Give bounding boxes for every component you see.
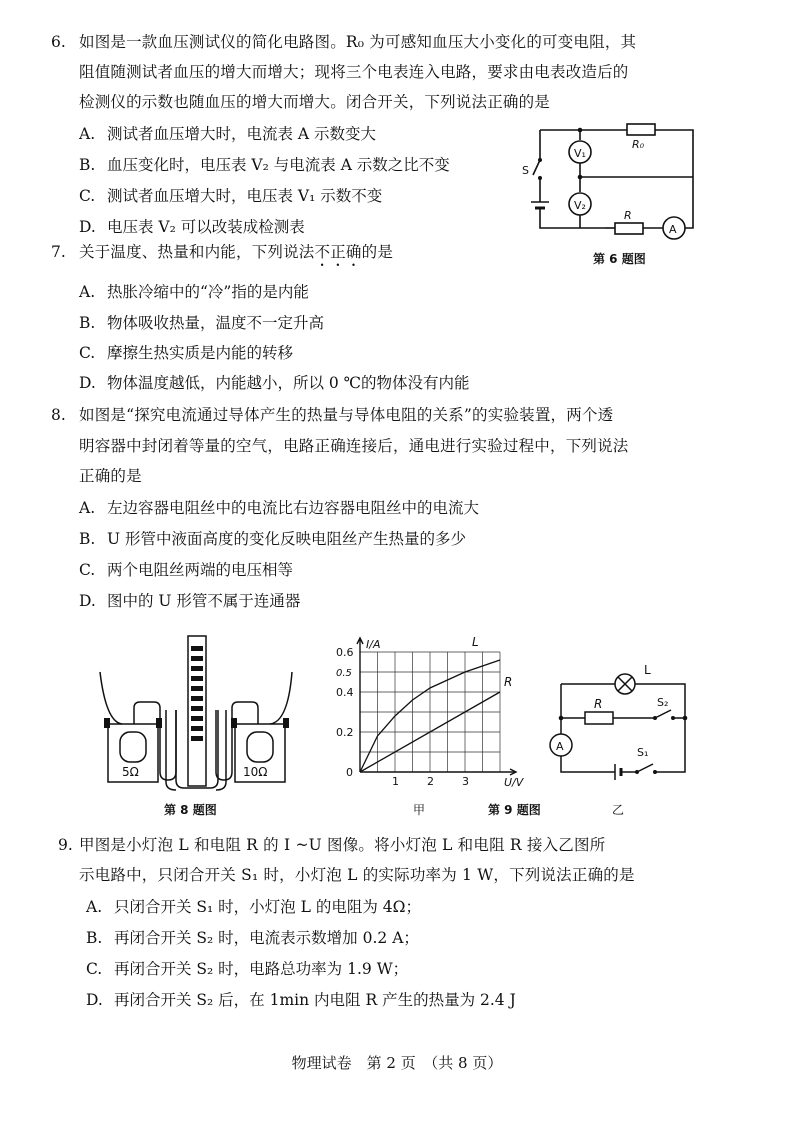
- series-R-label: R: [504, 675, 513, 689]
- q6-stem-line1: 如图是一款血压测试仪的简化电路图。R₀ 为可感知血压大小变化的可变电阻，其: [79, 33, 637, 51]
- origin-label: 0: [346, 766, 353, 779]
- q8-figure-caption: 第 8 题图: [164, 803, 217, 817]
- page-footer: 物理试卷 第 2 页 （共 8 页）: [291, 1054, 503, 1072]
- r-label: R: [624, 209, 632, 222]
- q8-apparatus-diagram: [92, 632, 302, 792]
- q6-option-c[interactable]: C. 测试者血压增大时，电压表 V₁ 示数不变: [79, 187, 383, 205]
- q6-option-b[interactable]: B. 血压变化时，电压表 V₂ 与电流表 A 示数之比不变: [79, 156, 450, 174]
- q6-number: 6.: [51, 33, 66, 51]
- q6-stem-line3: 检测仪的示数也随血压的增大而增大。闭合开关，下列说法正确的是: [79, 93, 551, 111]
- v2-label: V₂: [574, 199, 586, 212]
- q9-sub-a: 甲: [413, 803, 426, 817]
- q7-option-c[interactable]: C. 摩擦生热实质是内能的转移: [79, 344, 294, 362]
- q9-option-c[interactable]: C. 再闭合开关 S₂ 时，电路总功率为 1.9 W；: [86, 960, 409, 978]
- q9-figure-caption: 第 9 题图: [488, 803, 541, 817]
- q9-option-a[interactable]: A. 只闭合开关 S₁ 时，小灯泡 L 的电阻为 4Ω；: [86, 898, 421, 916]
- y-tick-label: 0.6: [336, 646, 354, 659]
- right-resistor-label: 10Ω: [243, 765, 268, 779]
- q9-iu-chart: [330, 632, 530, 792]
- x-axis-label: U/V: [504, 776, 524, 789]
- q9-stem-line1: 甲图是小灯泡 L 和电阻 R 的 I ~U 图像。将小灯泡 L 和电阻 R 接入乙图所: [79, 836, 606, 854]
- x-tick-label: 1: [392, 775, 399, 788]
- q8-stem-line2: 明容器中封闭着等量的空气，电路正确连接后，通电进行实验过程中，下列说法: [79, 437, 629, 455]
- left-resistor-label: 5Ω: [122, 765, 139, 779]
- q9-option-d[interactable]: D. 再闭合开关 S₂ 后，在 1min 内电阻 R 产生的热量为 2.4 J: [86, 991, 516, 1009]
- q7-option-b[interactable]: B. 物体吸收热量，温度不一定升高: [79, 314, 325, 332]
- q7-option-d[interactable]: D. 物体温度越低，内能越小，所以 0 ℃的物体没有内能: [79, 374, 470, 392]
- v1-label: V₁: [574, 147, 586, 160]
- handwritten-tick: 0.5: [336, 668, 352, 679]
- q9-number: 9.: [58, 836, 73, 854]
- q9-circuit-diagram: [545, 660, 695, 790]
- y-axis-label: I/A: [366, 638, 381, 651]
- right-wire: [270, 672, 292, 724]
- right-resistor-coil: [247, 732, 273, 762]
- q6-option-d[interactable]: D. 电压表 V₂ 可以改装成检测表: [79, 218, 305, 236]
- q7-number: 7.: [51, 243, 66, 261]
- q8-option-a[interactable]: A. 左边容器电阻丝中的电流比右边容器电阻丝中的电流大: [79, 499, 480, 517]
- y-tick-label: 0.4: [336, 686, 354, 699]
- left-wire: [100, 672, 122, 724]
- x-tick-label: 3: [462, 775, 469, 788]
- q8-option-d[interactable]: D. 图中的 U 形管不属于连通器: [79, 592, 301, 610]
- s1-label: S₁: [637, 746, 649, 759]
- r0-label: R₀: [632, 138, 645, 151]
- q7-stem: 关于温度、热量和内能，下列说法不正确的是: [79, 243, 394, 261]
- q9-sub-b: 乙: [612, 803, 625, 817]
- q8-number: 8.: [51, 406, 66, 424]
- q7-emphasis: 不正确: [314, 243, 362, 261]
- switch-label: S: [522, 164, 529, 177]
- y-tick-label: 0.2: [336, 726, 354, 739]
- q7-option-a[interactable]: A. 热胀冷缩中的“冷”指的是内能: [79, 283, 309, 301]
- left-resistor-coil: [120, 732, 146, 762]
- q8-stem-line1: 如图是“探究电流通过导体产生的热量与导体电阻的关系”的实验装置，两个透: [79, 406, 614, 424]
- q6-option-a[interactable]: A. 测试者血压增大时，电流表 A 示数变大: [79, 125, 377, 143]
- lamp-label: L: [644, 663, 651, 677]
- s2-label: S₂: [657, 696, 669, 709]
- r-resistor: [615, 223, 643, 234]
- q8-option-c[interactable]: C. 两个电阻丝两端的电压相等: [79, 561, 294, 579]
- q9-stem-line2: 示电路中，只闭合开关 S₁ 时，小灯泡 L 的实际功率为 1 W，下列说法正确的是: [79, 866, 635, 884]
- switch-s2-blade: [655, 710, 671, 718]
- q9-option-b[interactable]: B. 再闭合开关 S₂ 时，电流表示数增加 0.2 A；: [86, 929, 419, 947]
- switch-s1-blade: [637, 764, 653, 772]
- q6-stem-line2: 阻值随测试者血压的增大而增大；现将三个电表连入电路，要求由电表改造后的: [79, 63, 629, 81]
- series-L-label: L: [472, 635, 479, 649]
- ammeter-label: A: [669, 223, 677, 236]
- q8-stem-line3: 正确的是: [79, 467, 142, 485]
- q6-circuit-diagram: [515, 120, 715, 250]
- scale-ticks: [104, 646, 289, 779]
- r0-resistor: [627, 124, 655, 135]
- q9-r-resistor: [585, 712, 613, 724]
- q9-ammeter-label: A: [556, 740, 564, 753]
- switch-s-blade: [533, 160, 540, 175]
- q9-r-label: R: [594, 697, 603, 711]
- x-tick-label: 2: [427, 775, 434, 788]
- q8-option-b[interactable]: B. U 形管中液面高度的变化反映电阻丝产生热量的多少: [79, 530, 466, 548]
- q6-figure-caption: 第 6 题图: [593, 252, 646, 266]
